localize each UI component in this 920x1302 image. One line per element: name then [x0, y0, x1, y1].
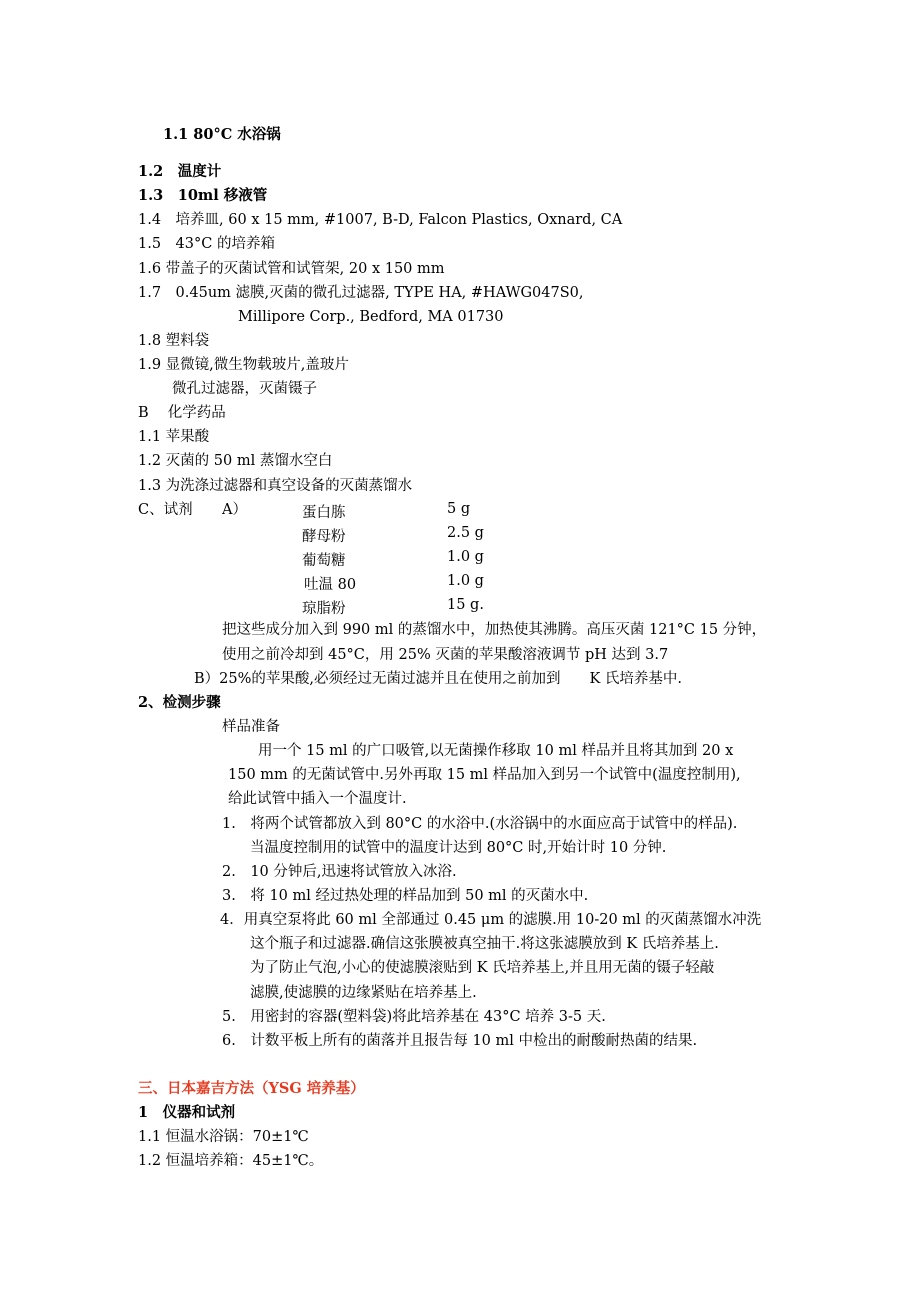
item-1-1-water-bath: 1.1 80°C 水浴锅	[163, 126, 281, 143]
step-4-line-2: 这个瓶子和过滤器.确信这张膜被真空抽干.将这张滤膜放到 K 氏培养基上.	[250, 936, 719, 952]
step-5: 5. 用密封的容器(塑料袋)将此培养基在 43°C 培养 3-5 天.	[222, 1009, 606, 1025]
sample-prep-heading: 样品准备	[222, 719, 280, 735]
reagent-prep-step-1: 把这些成分加入到 990 ml 的蒸馏水中，加热使其沸腾。高压灭菌 121°C 15 分钟，	[222, 622, 767, 638]
sample-prep-line-1: 用一个 15 ml 的广口吸管,以无菌操作移取 10 ml 样品并且将其加到 20 x	[258, 743, 734, 759]
reagent-name: 酵母粉	[302, 529, 346, 545]
step-4-line-4: 滤膜,使滤膜的边缘紧贴在培养基上.	[250, 985, 477, 1001]
sample-prep-line-3: 给此试管中插入一个温度计.	[228, 791, 407, 807]
instrument-1-1-water-bath: 1.1 恒温水浴锅：70±1℃	[138, 1129, 309, 1145]
reagent-qty: 15 g.	[447, 597, 484, 613]
reagent-a-label: A）	[222, 502, 247, 518]
chem-1-3-rinse-water: 1.3 为洗涤过滤器和真空设备的灭菌蒸馏水	[138, 478, 413, 494]
item-1-3-pipette: 1.3 10ml 移液管	[138, 187, 268, 204]
item-1-9-continued: 微孔过滤器，灭菌镊子	[172, 381, 317, 397]
instrument-1-2-incubator: 1.2 恒温培养箱：45±1℃。	[138, 1153, 324, 1169]
sample-prep-line-2: 150 mm 的无菌试管中.另外再取 15 ml 样品加入到另一个试管中(温度控制用),	[228, 767, 741, 783]
step-1: 1. 将两个试管都放入到 80°C 的水浴中.(水浴锅中的水面应高于试管中的样品).	[222, 816, 738, 832]
chem-1-2-water-blank: 1.2 灭菌的 50 ml 蒸馏水空白	[138, 453, 333, 469]
step-6: 6. 计数平板上所有的菌落并且报告每 10 ml 中检出的耐酸耐热菌的结果.	[222, 1033, 698, 1049]
item-1-7-filter: 1.7 0.45um 滤膜,灭菌的微孔过滤器, TYPE HA, #HAWG047S0,	[138, 285, 584, 301]
section-c-reagents: C、试剂	[138, 502, 193, 518]
section-b-chemicals: B 化学药品	[138, 405, 226, 421]
chem-1-1-malic-acid: 1.1 苹果酸	[138, 429, 210, 445]
item-1-6-test-tubes: 1.6 带盖子的灭菌试管和试管架, 20 x 150 mm	[138, 261, 445, 277]
step-1-continued: 当温度控制用的试管中的温度计达到 80°C 时,开始计时 10 分钟.	[250, 840, 667, 856]
reagent-qty: 5 g	[447, 501, 471, 517]
item-1-4-petri-dish: 1.4 培养皿, 60 x 15 mm, #1007, B-D, Falcon Plastics, Oxnard, CA	[138, 212, 623, 228]
reagent-qty: 1.0 g	[447, 549, 484, 565]
item-1-9-microscope: 1.9 显微镜,微生物载玻片,盖玻片	[138, 357, 349, 373]
step-4-line-3: 为了防止气泡,小心的使滤膜滚贴到 K 氏培养基上,并且用无菌的镊子轻敲	[250, 960, 715, 976]
section-3-japan-method: 三、日本嘉吉方法（YSG 培养基）	[138, 1080, 365, 1097]
item-1-2-thermometer: 1.2 温度计	[138, 163, 222, 180]
reagent-qty: 1.0 g	[447, 573, 484, 589]
item-1-8-plastic-bag: 1.8 塑料袋	[138, 333, 210, 349]
reagent-qty: 2.5 g	[447, 525, 484, 541]
step-4: 4．用真空泵将此 60 ml 全部通过 0.45 μm 的滤膜.用 10-20 ml 的灭菌蒸馏水冲洗	[220, 912, 762, 928]
section-3-1-instruments: 1 仪器和试剂	[138, 1104, 236, 1121]
reagent-name: 蛋白胨	[302, 505, 346, 521]
step-3: 3. 将 10 ml 经过热处理的样品加到 50 ml 的灭菌水中.	[222, 888, 589, 904]
item-1-5-incubator: 1.5 43°C 的培养箱	[138, 236, 275, 252]
section-2-procedure: 2、检测步骤	[138, 694, 221, 711]
reagent-name: 琼脂粉	[302, 601, 346, 617]
reagent-name: 葡萄糖	[302, 553, 346, 569]
reagent-prep-step-2: 使用之前冷却到 45°C，用 25% 灭菌的苹果酸溶液调节 pH 达到 3.7	[222, 647, 669, 663]
reagent-name: 吐温 80	[304, 577, 357, 593]
reagent-b-malic-acid: B）25%的苹果酸,必须经过无菌过滤并且在使用之前加到 K 氏培养基中.	[194, 671, 683, 687]
step-2: 2. 10 分钟后,迅速将试管放入冰浴.	[222, 864, 457, 880]
item-1-7-supplier: Millipore Corp., Bedford, MA 01730	[238, 309, 504, 325]
